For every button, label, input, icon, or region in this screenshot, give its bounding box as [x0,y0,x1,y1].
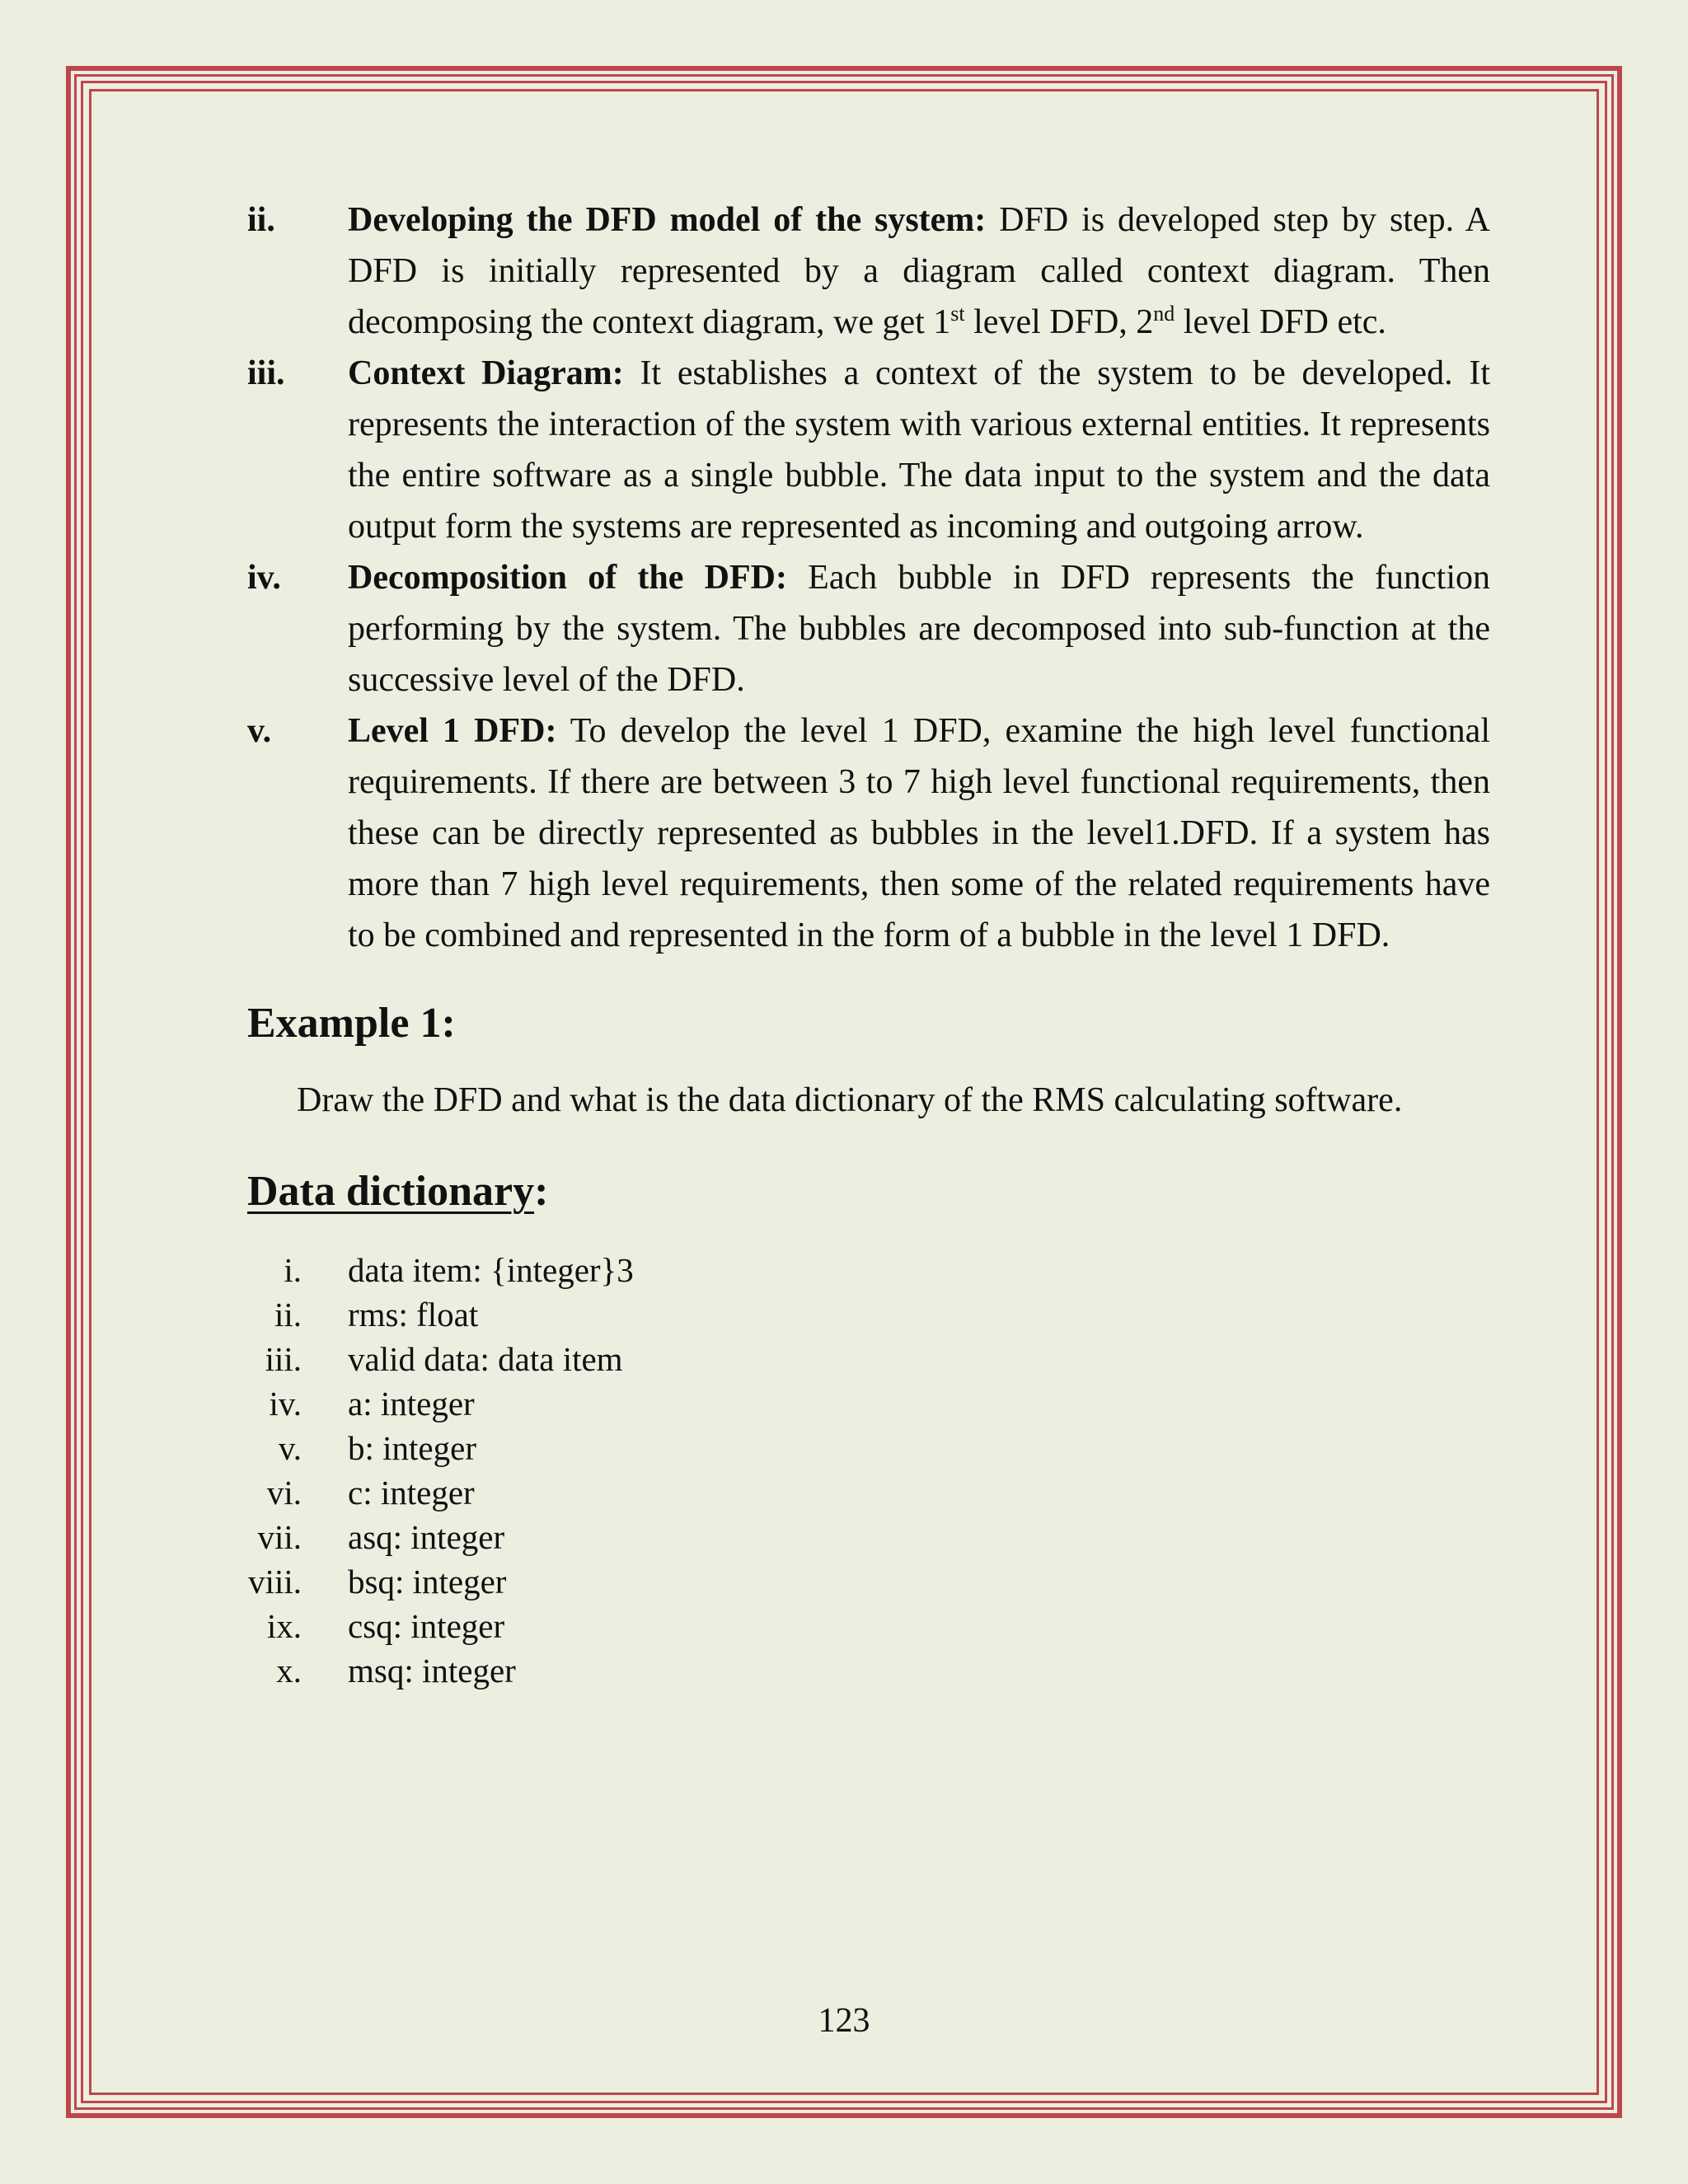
data-dictionary-heading [247,1159,1490,1225]
list-number: viii. [248,1563,302,1601]
list-number: vi. [266,1474,302,1511]
data-dictionary-list [247,1248,1490,1693]
heading-colon: : [534,1168,549,1215]
list-number: x. [276,1652,302,1690]
list-number: ii. [247,201,275,239]
list-item-text: It establishes a context of the system to be developed. It represents the interaction of the system with various external entities. It represents the entire software as a single bubble. The data input to the system and the data output form the systems are represented as incoming and outgoing arrow. [348,354,1490,546]
dictionary-entry: rms: float [348,1296,479,1333]
list-item-iii [247,348,1490,552]
dictionary-entry: b: integer [348,1429,476,1467]
list-item-title: Context Diagram: [348,354,624,392]
list-item-text: level DFD, 2 [964,303,1154,341]
list-item [247,1337,1490,1381]
dictionary-entry: csq: integer [348,1607,505,1645]
list-number: vii. [257,1518,302,1556]
list-item [247,1426,1490,1470]
list-number: iv. [269,1385,302,1422]
list-item-ii [247,194,1490,348]
list-item [247,1559,1490,1604]
dictionary-entry: bsq: integer [348,1563,507,1601]
list-item-v [247,705,1490,961]
list-number: iii. [247,354,285,392]
superscript: nd [1153,302,1175,326]
list-item-iv [247,552,1490,705]
list-number: ii. [274,1296,302,1333]
list-number: ix. [266,1607,302,1645]
list-item-title: Decomposition of the DFD: [348,559,787,597]
page-content [247,194,1490,1693]
list-item [247,1292,1490,1337]
list-number: v. [278,1429,302,1467]
list-item-title: Developing the DFD model of the system: [348,201,987,239]
data-dictionary-heading-text: Data dictionary [247,1168,535,1215]
example-heading: Example 1: [247,1000,456,1047]
dictionary-entry: data item: {integer}3 [348,1251,634,1289]
list-item [247,1470,1490,1515]
list-item-text: Each bubble in DFD represents the function performing by the system. The bubbles are decomposed into sub-function at the successive level of the DFD. [348,559,1490,699]
list-item-text: DFD is developed step by step. A DFD is initially represented by a diagram called context diagram. Then decomposing the context diagram, we get 1 [348,201,1491,341]
list-item-text: To develop the level 1 DFD, examine the high level functional requirements. If there are between 3 to 7 high level functional requirements, then these can be directly represented as bubbles in the level1.DFD. If a system has more than 7 high level requirements, then some of the related requirements have to be combined and represented in the form of a bubble in the level 1 DFD. [348,712,1490,954]
dictionary-entry: c: integer [348,1474,475,1511]
list-item-title: Level 1 DFD: [348,712,557,750]
dictionary-entry: a: integer [348,1385,475,1422]
superscript: st [950,302,965,326]
dictionary-entry: valid data: data item [348,1340,623,1378]
list-number: v. [247,712,272,750]
list-number: iv. [247,559,281,597]
list-item [247,1381,1490,1426]
list-item [247,1648,1490,1693]
list-number: i. [284,1251,302,1289]
dictionary-entry: msq: integer [348,1652,516,1690]
dictionary-entry: asq: integer [348,1518,505,1556]
list-item [247,1604,1490,1648]
page-number: 123 [818,2002,870,2040]
list-item-text: level DFD etc. [1175,303,1386,341]
list-item [247,1248,1490,1292]
example-text: Draw the DFD and what is the data dictionary of the RMS calculating software. [297,1081,1403,1119]
list-number: iii. [265,1340,302,1378]
list-item [247,1515,1490,1559]
